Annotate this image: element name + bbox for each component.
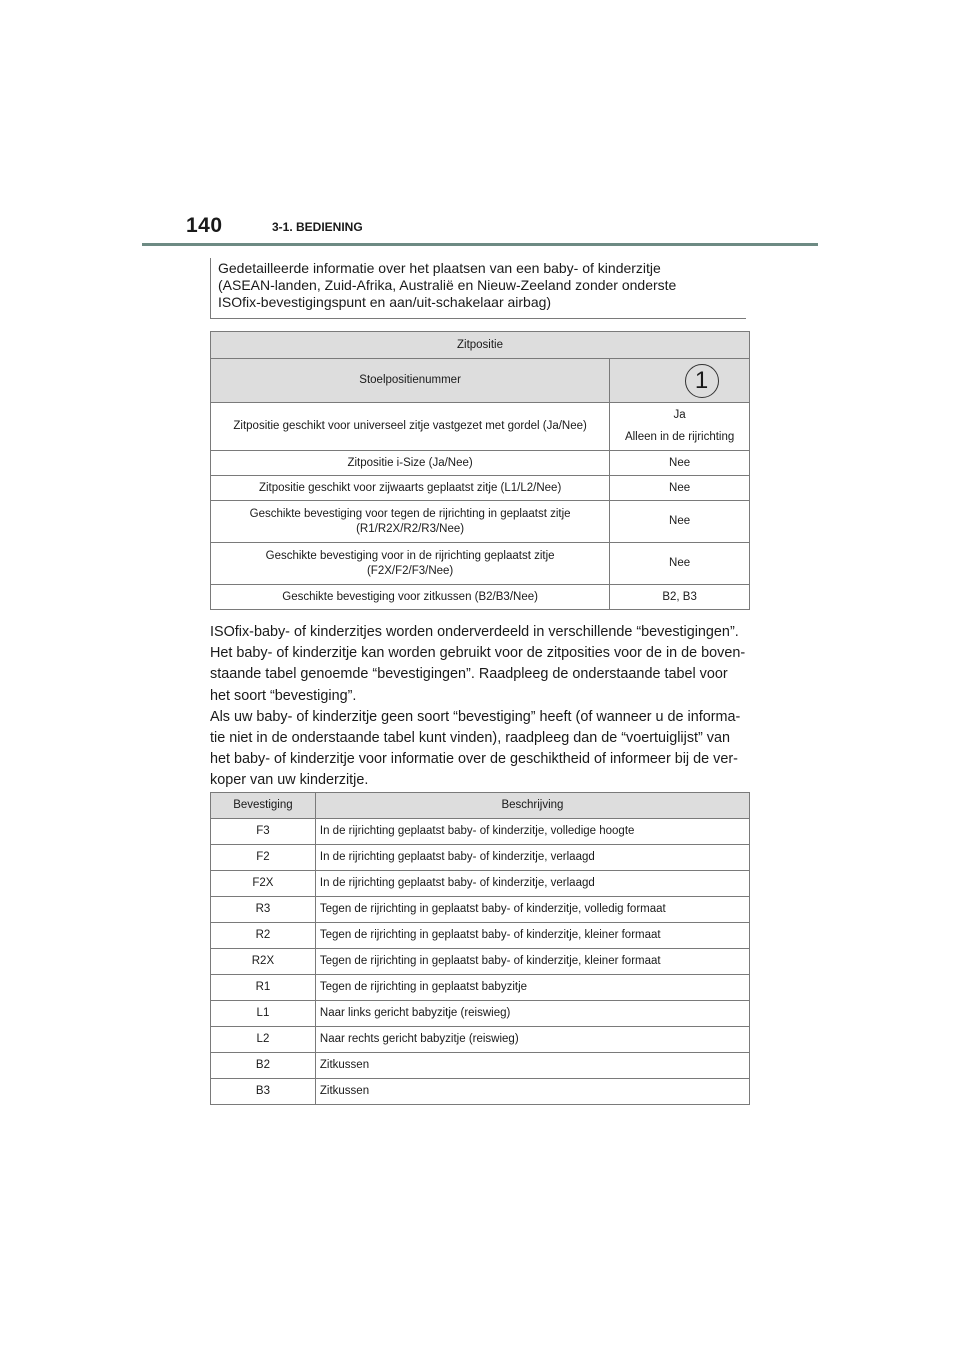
bevestiging-description: Naar links gericht babyzitje (reiswieg) — [315, 1001, 749, 1027]
section-title: 3-1. BEDIENING — [272, 220, 363, 234]
table-row — [211, 871, 750, 897]
table-row — [211, 1027, 750, 1053]
table-row — [211, 1079, 750, 1105]
table-row — [211, 975, 750, 1001]
bevestiging-description: Tegen de rijrichting in geplaatst baby- of kinderzitje, kleiner formaat — [315, 923, 749, 949]
row-value-line: Alleen in de rijrichting — [624, 431, 735, 443]
page-number: 140 — [186, 214, 223, 237]
info-box — [210, 258, 746, 319]
zitpositie-header: Zitpositie — [211, 332, 750, 359]
row-value: Nee — [610, 451, 750, 476]
body-line: koper van uw kinderzitje. — [210, 772, 369, 789]
bevestiging-code: R2 — [211, 923, 316, 949]
table-row — [211, 845, 750, 871]
bevestiging-code: L2 — [211, 1027, 316, 1053]
table-row — [211, 543, 750, 585]
info-line: (ASEAN-landen, Zuid-Afrika, Australië en Nieuw-Zeeland zonder onderste — [218, 277, 677, 293]
bevestiging-code: R1 — [211, 975, 316, 1001]
bevestiging-code: R2X — [211, 949, 316, 975]
body-line: ISOfix-baby- of kinderzitjes worden onderverdeeld in verschillende “bevestigingen”. — [210, 624, 739, 640]
bevestiging-code: F3 — [211, 819, 316, 845]
body-line: Het baby- of kinderzitje kan worden gebruikt voor de zitposities voor de in de boven- — [210, 645, 746, 662]
body-paragraph — [210, 622, 750, 792]
row-value — [610, 403, 750, 451]
table-row — [211, 923, 750, 949]
row-value: Nee — [610, 543, 750, 585]
bevestiging-code: B3 — [211, 1079, 316, 1105]
bevestiging-table — [210, 792, 750, 1105]
body-line: tie niet in de onderstaande tabel kunt vinden), raadpleeg dan de “voertuiglijst” van — [210, 730, 731, 747]
seat-number-circle: 1 — [685, 364, 719, 398]
row-label — [211, 501, 610, 543]
row-label: Zitpositie geschikt voor universeel zitje vastgezet met gordel (Ja/Nee) — [211, 403, 610, 451]
row-label-line: Geschikte bevestiging voor in de rijrichting geplaatst zitje — [265, 549, 555, 562]
bevestiging-description: In de rijrichting geplaatst baby- of kinderzitje, verlaagd — [315, 845, 749, 871]
table-header-row — [211, 793, 750, 819]
row-value: B2, B3 — [610, 585, 750, 610]
table-row — [211, 501, 750, 543]
table-header-row — [211, 359, 750, 403]
row-value-line: Ja — [673, 409, 686, 421]
body-line: het soort “bevestiging”. — [210, 687, 357, 704]
column-header-bevestiging: Bevestiging — [211, 793, 316, 819]
bevestiging-description: In de rijrichting geplaatst baby- of kinderzitje, volledige hoogte — [315, 819, 749, 845]
body-line: Als uw baby- of kinderzitje geen soort “bevestiging” heeft (of wanneer u de informa- — [210, 708, 741, 725]
table-row — [211, 585, 750, 610]
table-row — [211, 819, 750, 845]
bevestiging-description: Tegen de rijrichting in geplaatst baby- of kinderzitje, volledig formaat — [315, 897, 749, 923]
table-row — [211, 897, 750, 923]
bevestiging-description: Naar rechts gericht babyzitje (reiswieg) — [315, 1027, 749, 1053]
table-row — [211, 403, 750, 451]
table-row — [211, 949, 750, 975]
table-row — [211, 1001, 750, 1027]
row-label: Zitpositie geschikt voor zijwaarts geplaatst zitje (L1/L2/Nee) — [211, 476, 610, 501]
bevestiging-description: Zitkussen — [315, 1079, 749, 1105]
bevestiging-code: B2 — [211, 1053, 316, 1079]
row-label: Geschikte bevestiging voor zitkussen (B2/B3/Nee) — [211, 585, 610, 610]
bevestiging-description: Tegen de rijrichting in geplaatst babyzitje — [315, 975, 749, 1001]
table-row — [211, 476, 750, 501]
seat-number-cell — [610, 359, 750, 403]
row-label: Zitpositie i-Size (Ja/Nee) — [211, 451, 610, 476]
info-line: Gedetailleerde informatie over het plaatsen van een baby- of kinderzitje — [218, 260, 661, 276]
table-row — [211, 1053, 750, 1079]
row-label-line: Geschikte bevestiging voor tegen de rijrichting in geplaatst zitje — [249, 507, 571, 520]
bevestiging-code: L1 — [211, 1001, 316, 1027]
bevestiging-description: Zitkussen — [315, 1053, 749, 1079]
table-row — [211, 451, 750, 476]
info-line: ISOfix-bevestigingspunt en aan/uit-schakelaar airbag) — [218, 294, 552, 310]
table-header-row — [211, 332, 750, 359]
bevestiging-description: In de rijrichting geplaatst baby- of kinderzitje, verlaagd — [315, 871, 749, 897]
seat-position-table — [210, 331, 750, 610]
row-value: Nee — [610, 476, 750, 501]
header-divider — [142, 243, 818, 246]
body-line: het baby- of kinderzitje voor informatie over de geschiktheid of informeer bij de ver- — [210, 751, 738, 768]
row-value: Nee — [610, 501, 750, 543]
row-label-line: (F2X/F2/F3/Nee) — [366, 564, 454, 577]
bevestiging-code: F2X — [211, 871, 316, 897]
body-line: staande tabel genoemde “bevestigingen”. Raadpleeg de onderstaande tabel voor — [210, 666, 728, 683]
bevestiging-code: F2 — [211, 845, 316, 871]
bevestiging-description: Tegen de rijrichting in geplaatst baby- of kinderzitje, kleiner formaat — [315, 949, 749, 975]
seat-number-label: Stoelpositienummer — [211, 359, 610, 403]
row-label — [211, 543, 610, 585]
column-header-beschrijving: Beschrijving — [315, 793, 749, 819]
bevestiging-code: R3 — [211, 897, 316, 923]
row-label-line: (R1/R2X/R2/R3/Nee) — [356, 522, 465, 535]
